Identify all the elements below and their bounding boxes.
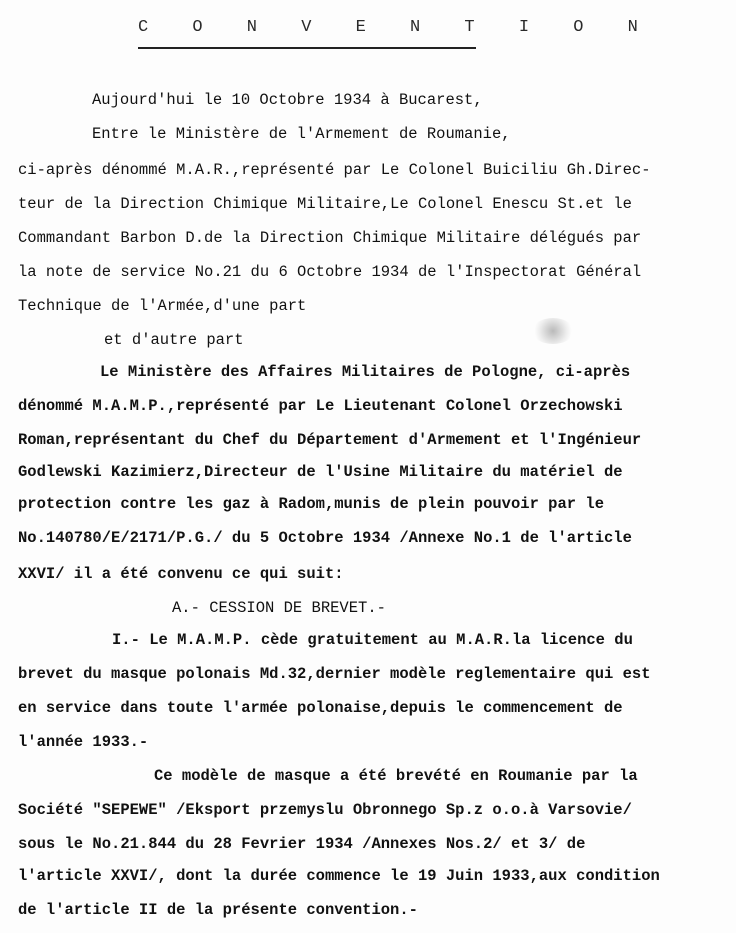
ink-stamp-mark xyxy=(532,318,574,344)
text-line: No.140780/E/2171/P.G./ du 5 Octobre 1934 /Annexe No.1 de l'article xyxy=(18,529,632,547)
text-line: Société "SEPEWE" /Eksport przemyslu Obronnego Sp.z o.o.à Varsovie/ xyxy=(18,801,632,819)
text-line: l'article XXVI/, dont la durée commence le 19 Juin 1933,aux condition xyxy=(18,867,660,885)
text-line: la note de service No.21 du 6 Octobre 1934 de l'Inspectorat Général xyxy=(18,263,642,281)
text-line: Aujourd'hui le 10 Octobre 1934 à Bucarest, xyxy=(92,91,483,109)
text-line: Godlewski Kazimierz,Directeur de l'Usine Militaire du matériel de xyxy=(18,463,623,481)
text-line: Ce modèle de masque a été brevété en Roumanie par la xyxy=(154,767,638,785)
document-title: C O N V E N T I O N xyxy=(138,18,655,37)
text-line: teur de la Direction Chimique Militaire,Le Colonel Enescu St.et le xyxy=(18,195,632,213)
text-line: Le Ministère des Affaires Militaires de Pologne, ci-après xyxy=(100,363,631,381)
text-line: XXVI/ il a été convenu ce qui suit: xyxy=(18,565,344,583)
text-line: Entre le Ministère de l'Armement de Roumanie, xyxy=(92,125,511,143)
text-line: l'année 1933.- xyxy=(18,733,149,751)
text-line: en service dans toute l'armée polonaise,depuis le commencement de xyxy=(18,699,623,717)
text-line: de l'article II de la présente convention.- xyxy=(18,901,418,919)
text-line: brevet du masque polonais Md.32,dernier modèle reglementaire qui est xyxy=(18,665,651,683)
section-heading: A.- CESSION DE BREVET.- xyxy=(172,599,386,617)
text-line: Commandant Barbon D.de la Direction Chimique Militaire délégués par xyxy=(18,229,642,247)
text-line: sous le No.21.844 du 28 Fevrier 1934 /Annexes Nos.2/ et 3/ de xyxy=(18,835,586,853)
text-line: Roman,représentant du Chef du Département d'Armement et l'Ingénieur xyxy=(18,431,642,449)
text-line: protection contre les gaz à Radom,munis de plein pouvoir par le xyxy=(18,495,604,513)
text-line: dénommé M.A.M.P.,représenté par Le Lieutenant Colonel Orzechowski xyxy=(18,397,623,415)
text-line: I.- Le M.A.M.P. cède gratuitement au M.A.R.la licence du xyxy=(112,631,633,649)
text-line: ci-après dénommé M.A.R.,représenté par Le Colonel Buiciliu Gh.Direc- xyxy=(18,161,651,179)
title-underline xyxy=(138,47,476,49)
text-line: Technique de l'Armée,d'une part xyxy=(18,297,307,315)
text-line: et d'autre part xyxy=(104,331,244,349)
